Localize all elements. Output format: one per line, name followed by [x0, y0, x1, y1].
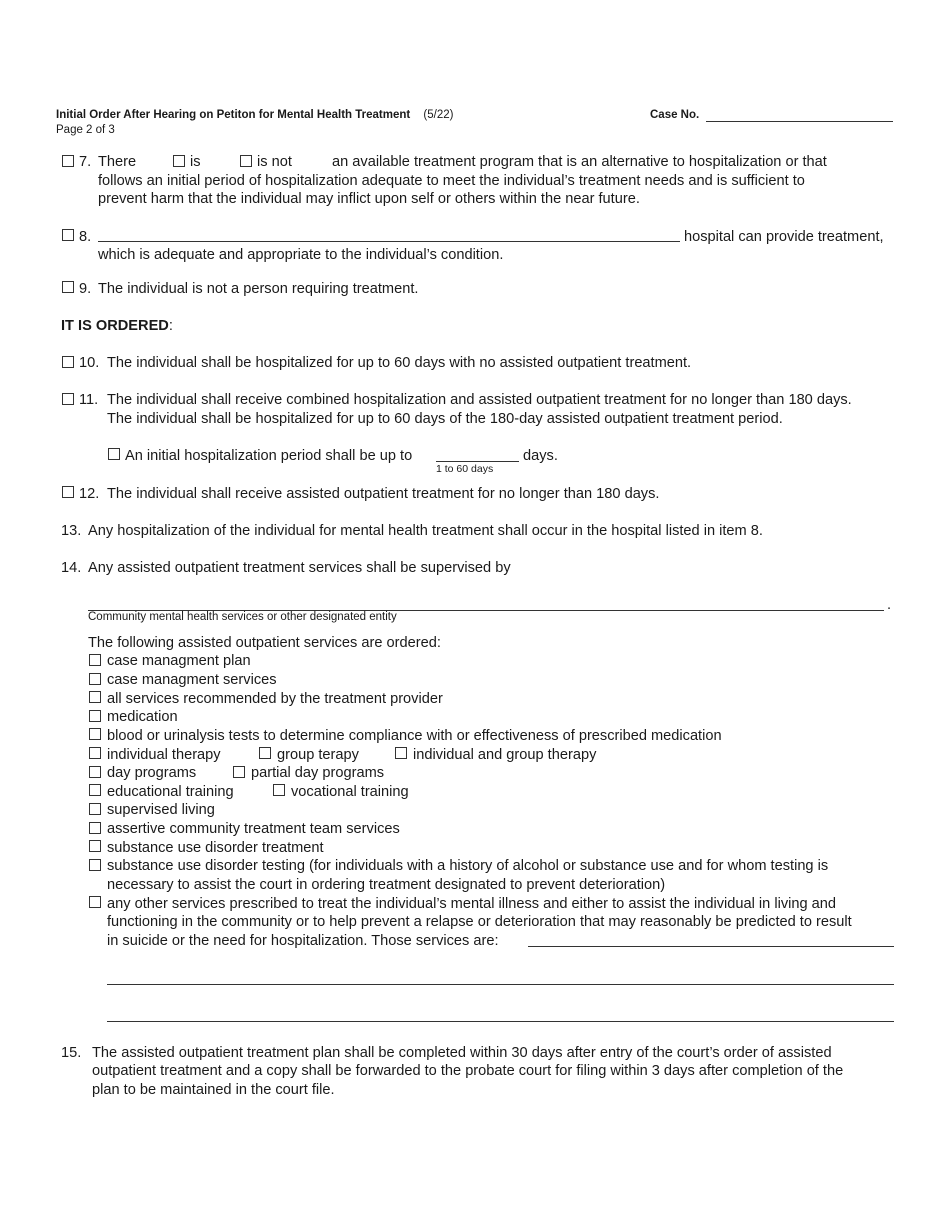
- supervised-living-label: supervised living: [107, 802, 215, 818]
- item-7-checkbox[interactable]: [62, 155, 74, 167]
- vocational-label: vocational training: [291, 784, 409, 800]
- case-number-field[interactable]: [706, 121, 893, 122]
- item-10-text: The individual shall be hospitalized for up to 60 days with no assisted outpatient treatment.: [107, 355, 692, 371]
- item-14-number: 14.: [61, 560, 82, 576]
- item-8-checkbox[interactable]: [62, 229, 74, 241]
- item-12-checkbox[interactable]: [62, 486, 74, 498]
- form-version: (5/22): [423, 109, 454, 121]
- form-title: [56, 109, 453, 121]
- medication-checkbox[interactable]: [89, 710, 101, 722]
- individual-therapy-label: individual therapy: [107, 747, 221, 763]
- vocational-checkbox[interactable]: [273, 784, 285, 796]
- item-11-sub-text: An initial hospitalization period shall be up to: [125, 448, 413, 464]
- item-10-number: 10.: [79, 355, 100, 371]
- ind-group-therapy-checkbox[interactable]: [395, 747, 407, 759]
- item-14-caption: Community mental health services or other designated entity: [88, 611, 397, 623]
- all-services-label: all services recommended by the treatment provider: [107, 691, 443, 707]
- day-programs-label: day programs: [107, 765, 197, 781]
- item-11-sub-caption: 1 to 60 days: [436, 463, 494, 475]
- item-11-days-field[interactable]: [436, 461, 519, 462]
- item-7-line-3: prevent harm that the individual may inflict upon self or others within the near future.: [98, 191, 640, 207]
- item-8-line-2: which is adequate and appropriate to the individual’s condition.: [98, 247, 504, 263]
- item-11-checkbox[interactable]: [62, 393, 74, 405]
- ordered-heading: [61, 317, 173, 336]
- ordered-colon: :: [168, 318, 173, 334]
- item-15-line-3: plan to be maintained in the court file.: [92, 1082, 335, 1098]
- services-intro: The following assisted outpatient services are ordered:: [88, 635, 441, 651]
- group-therapy-checkbox[interactable]: [259, 747, 271, 759]
- other-services-line-1: any other services prescribed to treat the individual’s mental illness and either to assist the individual in living and: [107, 896, 837, 912]
- item-15-line-2: outpatient treatment and a copy shall be forwarded to the probate court for filing within 3 days after completion of the: [92, 1063, 844, 1079]
- other-services-field-3[interactable]: [107, 1021, 894, 1022]
- blood-tests-label: blood or urinalysis tests to determine compliance with or effectiveness of prescribed medication: [107, 728, 722, 744]
- case-number-label: Case No.: [650, 109, 700, 121]
- other-services-checkbox[interactable]: [89, 896, 101, 908]
- ordered-label: IT IS ORDERED: [61, 318, 169, 334]
- individual-therapy-checkbox[interactable]: [89, 747, 101, 759]
- item-11-sub-suffix: days.: [523, 448, 558, 464]
- item-7-line-2: follows an initial period of hospitalization adequate to meet the individual’s treatment needs and is sufficient to: [98, 173, 805, 189]
- assertive-label: assertive community treatment team services: [107, 821, 400, 837]
- item-8-number: 8.: [79, 229, 92, 245]
- item-11-number: 11.: [79, 392, 99, 408]
- item-9-text: The individual is not a person requiring treatment.: [98, 281, 419, 297]
- item-14-text: Any assisted outpatient treatment services shall be supervised by: [88, 560, 511, 576]
- item-7-there: There: [98, 154, 137, 170]
- item-14-period: .: [887, 597, 892, 613]
- item-8-hospital-field[interactable]: [98, 241, 680, 242]
- supervised-living-checkbox[interactable]: [89, 803, 101, 815]
- partial-day-checkbox[interactable]: [233, 766, 245, 778]
- item-9-number: 9.: [79, 281, 92, 297]
- all-services-checkbox[interactable]: [89, 691, 101, 703]
- medication-label: medication: [107, 709, 178, 725]
- item-8-suffix: hospital can provide treatment,: [684, 229, 884, 245]
- item-12-number: 12.: [79, 486, 100, 502]
- item-11-line-1: The individual shall receive combined hospitalization and assisted outpatient treatment for no longer than 180 days.: [107, 392, 852, 408]
- other-services-line-2: functioning in the community or to help prevent a relapse or deterioration that may reasonably be predicted to result: [107, 914, 852, 930]
- sud-testing-line-2: necessary to assist the court in ordering treatment designated to prevent deterioration): [107, 877, 666, 893]
- other-services-line-3: in suicide or the need for hospitalization. Those services are:: [107, 933, 499, 949]
- item-7-is-not-checkbox[interactable]: [240, 155, 252, 167]
- educational-label: educational training: [107, 784, 234, 800]
- item-15-number: 15.: [61, 1045, 82, 1061]
- item-7-is-not-label: is not: [257, 154, 292, 170]
- case-plan-checkbox[interactable]: [89, 654, 101, 666]
- ind-group-therapy-label: individual and group therapy: [413, 747, 597, 763]
- other-services-field-1[interactable]: [528, 946, 894, 947]
- group-therapy-label: group terapy: [277, 747, 359, 763]
- form-title-text: Initial Order After Hearing on Petiton for Mental Health Treatment: [56, 109, 411, 121]
- assertive-checkbox[interactable]: [89, 822, 101, 834]
- case-plan-label: case managment plan: [107, 653, 251, 669]
- blood-tests-checkbox[interactable]: [89, 728, 101, 740]
- item-15-line-1: The assisted outpatient treatment plan shall be completed within 30 days after entry of the court’s order of assisted: [92, 1045, 832, 1061]
- item-7-is-checkbox[interactable]: [173, 155, 185, 167]
- item-13-number: 13.: [61, 523, 82, 539]
- item-9-checkbox[interactable]: [62, 281, 74, 293]
- case-services-label: case managment services: [107, 672, 277, 688]
- sud-testing-checkbox[interactable]: [89, 859, 101, 871]
- sud-treatment-checkbox[interactable]: [89, 840, 101, 852]
- item-11-line-2: The individual shall be hospitalized for up to 60 days of the 180-day assisted outpatient treatment period.: [107, 411, 783, 427]
- day-programs-checkbox[interactable]: [89, 766, 101, 778]
- page-number: Page 2 of 3: [56, 124, 115, 136]
- other-services-field-2[interactable]: [107, 984, 894, 985]
- item-7-line-1: an available treatment program that is an alternative to hospitalization or that: [332, 154, 827, 170]
- item-7-number: 7.: [79, 154, 92, 170]
- sud-treatment-label: substance use disorder treatment: [107, 840, 324, 856]
- item-12-text: The individual shall receive assisted outpatient treatment for no longer than 180 days.: [107, 486, 660, 502]
- item-11-sub-checkbox[interactable]: [108, 448, 120, 460]
- case-services-checkbox[interactable]: [89, 673, 101, 685]
- educational-checkbox[interactable]: [89, 784, 101, 796]
- item-13-text: Any hospitalization of the individual for mental health treatment shall occur in the hospital listed in item 8.: [88, 523, 763, 539]
- sud-testing-line-1: substance use disorder testing (for individuals with a history of alcohol or substance use and for whom testing is: [107, 858, 829, 874]
- item-7-is-label: is: [190, 154, 201, 170]
- item-10-checkbox[interactable]: [62, 356, 74, 368]
- partial-day-label: partial day programs: [251, 765, 385, 781]
